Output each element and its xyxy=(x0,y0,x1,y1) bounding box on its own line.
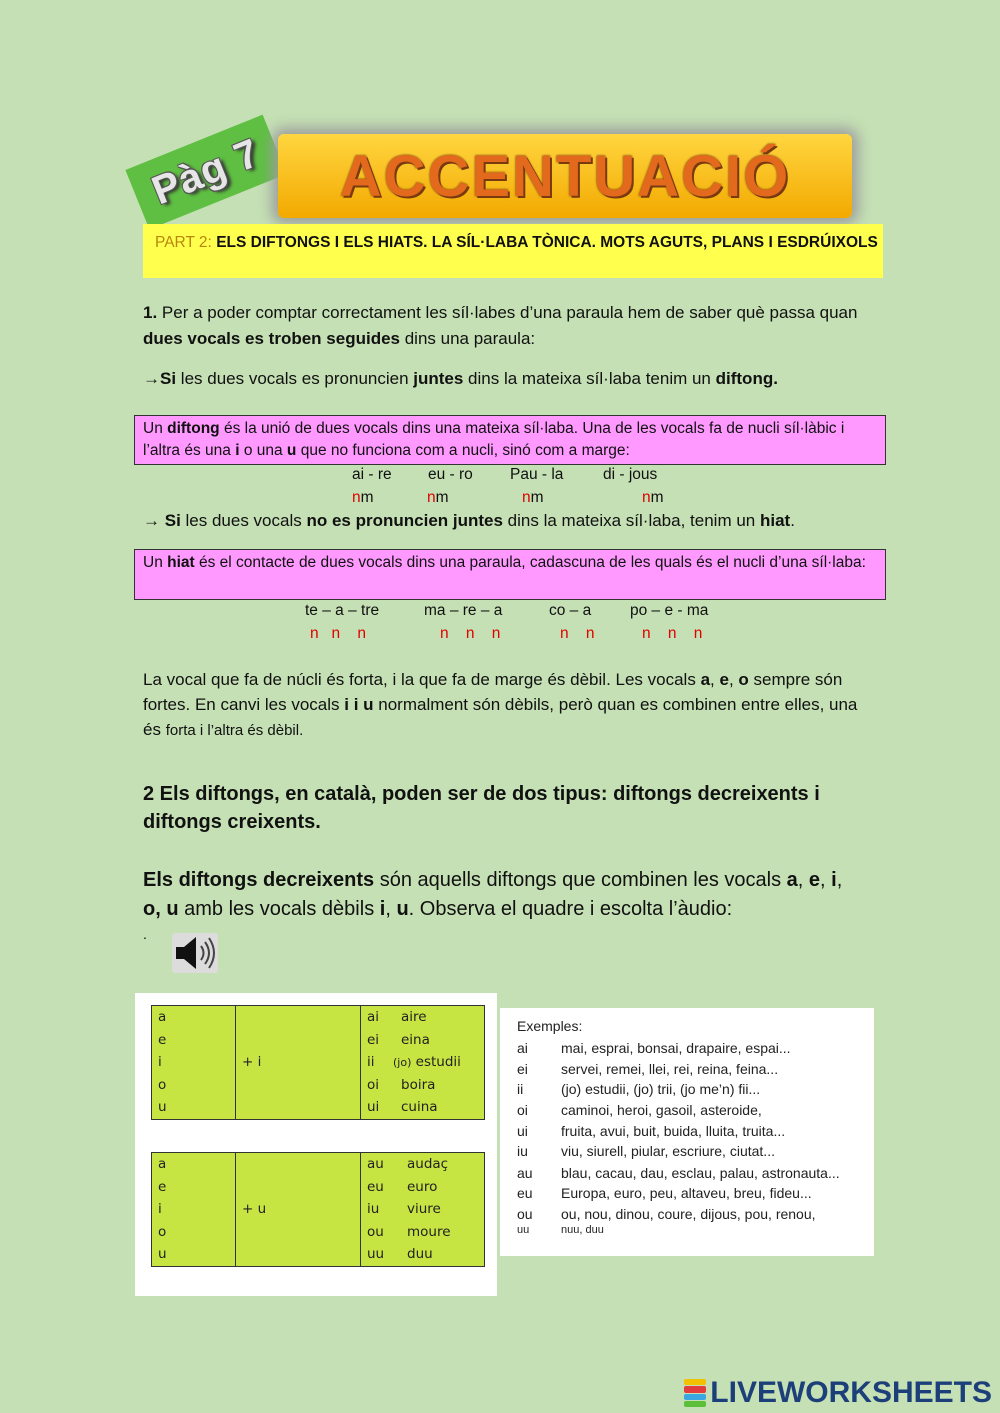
mark-pair: nm xyxy=(522,489,544,506)
example-row: ui fruita, avui, buit, buida, lluita, truita... xyxy=(517,1123,786,1139)
liveworksheets-logo-icon xyxy=(684,1379,706,1407)
example-row: ii (jo) estudii, (jo) trii, (jo me’n) fii... xyxy=(517,1081,761,1097)
mark-group: n n xyxy=(560,625,595,642)
mark-pair: nm xyxy=(642,489,664,506)
example-word: di - jous xyxy=(603,466,658,483)
page-title: ACCENTUACIÓ xyxy=(339,143,791,209)
diftong-rule: →Si les dues vocals es pronuncien juntes dins la mateixa síl·laba tenim un diftong. xyxy=(143,369,778,388)
example-row: ai mai, esprai, bonsai, drapaire, espai... xyxy=(517,1040,791,1056)
hiat-rule: → Si les dues vocals no es pronuncien juntes dins la mateixa síl·laba, tenim un hiat. xyxy=(143,511,795,530)
title-banner xyxy=(278,134,852,218)
logo-text: LIVEWORKSHEETS xyxy=(710,1376,992,1409)
diftongs-i-table: a e i o u + i ai aire ei eina ii (jo) estudii oi boira ui cuina xyxy=(151,1005,485,1120)
examples-box xyxy=(500,1008,874,1256)
stray-dot: . xyxy=(143,926,147,942)
example-row: ei servei, remei, llei, rei, reina, feina... xyxy=(517,1061,779,1077)
examples-title: Exemples: xyxy=(517,1018,583,1034)
example-row: oi caminoi, heroi, gasoil, asteroide, xyxy=(517,1102,762,1118)
example-word: Pau - la xyxy=(510,466,564,483)
section-2-heading: 2 Els diftongs, en català, poden ser de dos tipus: diftongs decreixents i diftongs creixents. xyxy=(143,783,820,833)
example-word: eu - ro xyxy=(428,466,473,483)
example-word: ma – re – a xyxy=(424,602,503,619)
example-word: ai - re xyxy=(352,466,392,483)
hiat-examples xyxy=(0,602,1000,622)
plus-u-label: + u xyxy=(242,1201,267,1217)
subtitle-text: ELS DIFTONGS I ELS HIATS. LA SÍL·LABA TÒNICA. MOTS AGUTS, PLANS I ESDRÚIXOLS xyxy=(216,234,878,251)
example-word: te – a – tre xyxy=(305,602,380,619)
page-badge xyxy=(125,115,286,230)
subtitle-label: PART 2: xyxy=(155,234,212,251)
mark-group: n n n xyxy=(642,625,703,642)
mark-pair: nm xyxy=(352,489,374,506)
example-row: eu Europa, euro, peu, altaveu, breu, fideu... xyxy=(517,1185,812,1201)
decreixents-paragraph: Els diftongs decreixents són aquells diftongs que combinen les vocals a, e, i, o, u amb les vocals dèbils i, u. Observa el quadre i escolta l’àudio: xyxy=(143,869,843,920)
hiat-marks xyxy=(0,625,1000,645)
example-row: iu viu, siurell, piular, escriure, ciutat... xyxy=(517,1143,775,1159)
intro-paragraph: 1. Per a poder comptar correctament les síl·labes d’una paraula hem de saber què passa quan dues vocals es troben seguides dins una paraula: xyxy=(143,303,858,348)
page-badge-label: Pàg 7 xyxy=(145,130,266,213)
example-word: po – e - ma xyxy=(630,602,709,619)
mark-group: n n n xyxy=(440,625,501,642)
liveworksheets-logo[interactable] xyxy=(684,1376,992,1410)
subtitle xyxy=(155,234,885,252)
speaker-icon[interactable] xyxy=(172,933,218,973)
plus-i-label: + i xyxy=(242,1054,262,1070)
mark-group: n n n xyxy=(310,625,367,642)
diftong-definition-box: Un diftong és la unió de dues vocals dins una mateixa síl·laba. Una de les vocals fa de nucli síl·làbic i l’altra és una i o una u que no funciona com a nucli, sinó com a marge: xyxy=(134,415,886,465)
strong-weak-paragraph: La vocal que fa de núcli és forta, i la que fa de marge és dèbil. Les vocals a, e, o sempre són fortes. En canvi les vocals i i u normalment són dèbils, però quan es combinen entre elles, una és forta i l’altra és dèbil. xyxy=(143,670,858,739)
example-row: au blau, cacau, dau, esclau, palau, astronauta... xyxy=(517,1165,840,1181)
example-word: co – a xyxy=(549,602,592,619)
hiat-definition-box: Un hiat és el contacte de dues vocals dins una paraula, cadascuna de les quals és el nucli d’una síl·laba: xyxy=(134,549,886,600)
mark-pair: nm xyxy=(427,489,449,506)
example-row: ou ou, nou, dinou, coure, dijous, pou, renou, xyxy=(517,1206,816,1222)
diftong-marks xyxy=(0,489,1000,509)
example-row: uu nuu, duu xyxy=(517,1224,604,1236)
diftongs-u-table: a e i o u + u au audaç eu euro iu viure ou moure uu duu xyxy=(151,1152,485,1267)
diftong-examples xyxy=(0,466,1000,486)
